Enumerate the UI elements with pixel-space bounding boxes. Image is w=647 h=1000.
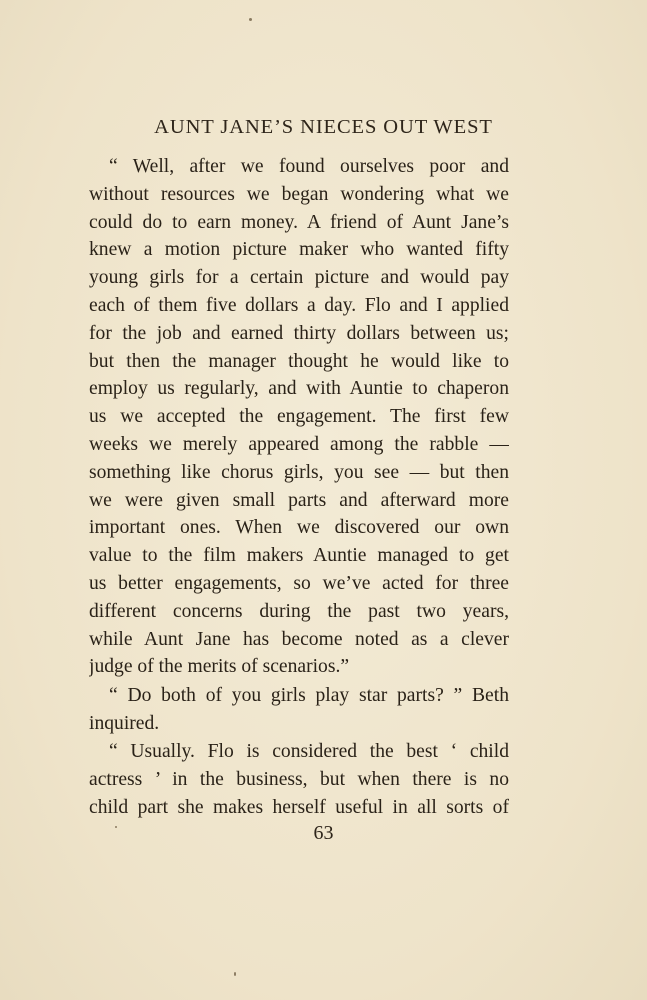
text-line: “ Well, after we found ourselves poor and — [109, 156, 509, 177]
paper-speck — [249, 18, 252, 21]
text-line: value to the film makers Auntie managed to get — [89, 545, 509, 567]
body-text — [89, 153, 509, 822]
page-number: 63 — [313, 822, 334, 844]
text-line: could do to earn money. A friend of Aunt Jane’s — [89, 211, 509, 233]
text-line: employ us regularly, and with Auntie to chaperon — [89, 378, 509, 400]
text-line: without resources we began wondering what we — [89, 183, 509, 205]
text-line: we were given small parts and afterward more — [89, 489, 509, 511]
text-line: actress ’ in the business, but when there is no — [89, 769, 509, 791]
text-line: for the job and earned thirty dollars between us; — [89, 322, 509, 344]
text-line: important ones. When we discovered our own — [89, 517, 509, 539]
text-line: each of them five dollars a day. Flo and I applied — [89, 294, 509, 316]
text-line: while Aunt Jane has become noted as a clever — [89, 628, 509, 650]
paper-speck — [234, 972, 236, 976]
text-line: weeks we merely appeared among the rabble — — [89, 433, 509, 455]
running-head: AUNT JANE’S NIECES OUT WEST — [154, 116, 493, 138]
text-line: “ Usually. Flo is considered the best ‘ child — [109, 741, 509, 763]
text-line: different concerns during the past two years, — [89, 600, 509, 622]
text-line: knew a motion picture maker who wanted fifty — [89, 239, 509, 261]
text-line: but then the manager thought he would like to — [89, 350, 509, 372]
text-line: us we accepted the engagement. The first few — [89, 406, 509, 428]
text-line: child part she makes herself useful in all sorts of — [89, 796, 509, 818]
text-line: young girls for a certain picture and would pay — [89, 267, 509, 289]
text-line: judge of the merits of scenarios.” — [89, 656, 350, 678]
text-line: something like chorus girls, you see — but then — [89, 461, 509, 483]
text-line: us better engagements, so we’ve acted for three — [89, 572, 509, 594]
text-line: “ Do both of you girls play star parts? ” Beth — [109, 684, 509, 706]
text-line: inquired. — [89, 712, 160, 734]
